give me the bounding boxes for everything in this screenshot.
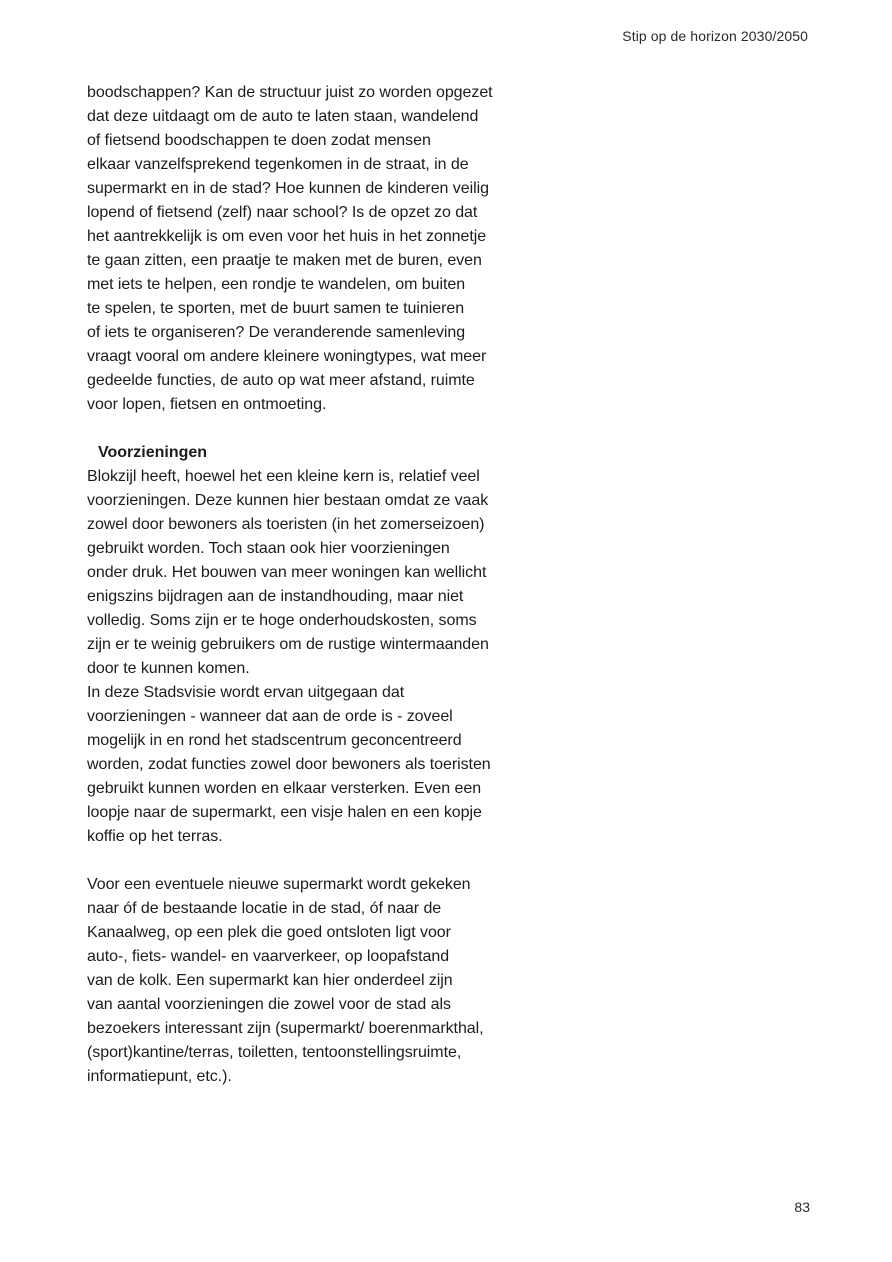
text-line: of iets te organiseren? De veranderende samenleving (87, 324, 466, 341)
text-line: volledig. Soms zijn er te hoge onderhoudskosten, soms (87, 612, 477, 629)
text-line: auto-, fiets- wandel- en vaarverkeer, op loopafstand (87, 948, 450, 965)
text-line: gebruikt kunnen worden en elkaar versterken. Even een (87, 780, 482, 797)
text-line: door te kunnen komen. (87, 660, 250, 677)
text-line: loopje naar de supermarkt, een visje halen en een kopje (87, 804, 482, 821)
text-line: van de kolk. Een supermarkt kan hier onderdeel zijn (87, 972, 453, 989)
text-line: koffie op het terras. (87, 828, 223, 845)
text-line: het aantrekkelijk is om even voor het huis in het zonnetje (87, 228, 487, 245)
text-line: gedeelde functies, de auto op wat meer afstand, ruimte (87, 372, 475, 389)
text-line: lopend of fietsend (zelf) naar school? Is de opzet zo dat (87, 204, 478, 221)
text-line: Blokzijl heeft, hoewel het een kleine kern is, relatief veel (87, 468, 480, 485)
text-line: worden, zodat functies zowel door bewoners als toeristen (87, 756, 491, 773)
section-heading: Voorzieningen (98, 444, 208, 461)
text-line: voorzieningen. Deze kunnen hier bestaan omdat ze vaak (87, 492, 489, 509)
text-line: In deze Stadsvisie wordt ervan uitgegaan dat (87, 684, 405, 701)
text-line: te gaan zitten, een praatje te maken met de buren, even (87, 252, 482, 269)
text-line: gebruikt worden. Toch staan ook hier voorzieningen (87, 540, 450, 557)
text-line: dat deze uitdaagt om de auto te laten staan, wandelend (87, 108, 479, 125)
text-line: boodschappen? Kan de structuur juist zo worden opgezet (87, 84, 493, 101)
text-line: of fietsend boodschappen te doen zodat mensen (87, 132, 431, 149)
body-text (87, 81, 567, 1089)
text-line: enigszins bijdragen aan de instandhouding, maar niet (87, 588, 464, 605)
paragraph-gap (87, 417, 567, 441)
text-line: mogelijk in en rond het stadscentrum geconcentreerd (87, 732, 462, 749)
text-line: voorzieningen - wanneer dat aan de orde is - zoveel (87, 708, 453, 725)
text-line: informatiepunt, etc.). (87, 1068, 232, 1085)
paragraph-supermarkt (87, 873, 567, 1089)
paragraph-intro (87, 81, 567, 417)
running-header: Stip op de horizon 2030/2050 (622, 28, 808, 44)
text-line: voor lopen, fietsen en ontmoeting. (87, 396, 327, 413)
text-line: met iets te helpen, een rondje te wandelen, om buiten (87, 276, 466, 293)
text-line: van aantal voorzieningen die zowel voor de stad als (87, 996, 451, 1013)
text-line: te spelen, te sporten, met de buurt samen te tuinieren (87, 300, 465, 317)
text-line: bezoekers interessant zijn (supermarkt/ boerenmarkthal, (87, 1020, 484, 1037)
text-line: naar óf de bestaande locatie in de stad, óf naar de (87, 900, 442, 917)
paragraph-gap (87, 849, 567, 873)
text-line: onder druk. Het bouwen van meer woningen kan wellicht (87, 564, 487, 581)
text-line: vraagt vooral om andere kleinere woningtypes, wat meer (87, 348, 487, 365)
text-line: zijn er te weinig gebruikers om de rustige wintermaanden (87, 636, 489, 653)
text-line: supermarkt en in de stad? Hoe kunnen de kinderen veilig (87, 180, 489, 197)
paragraph-voorzieningen (87, 465, 567, 849)
text-line: Voor een eventuele nieuwe supermarkt wordt gekeken (87, 876, 471, 893)
text-line: Kanaalweg, op een plek die goed ontsloten ligt voor (87, 924, 451, 941)
text-line: elkaar vanzelfsprekend tegenkomen in de straat, in de (87, 156, 469, 173)
text-line: zowel door bewoners als toeristen (in het zomerseizoen) (87, 516, 485, 533)
page-number: 83 (794, 1199, 810, 1215)
text-line: (sport)kantine/terras, toiletten, tentoonstellingsruimte, (87, 1044, 462, 1061)
